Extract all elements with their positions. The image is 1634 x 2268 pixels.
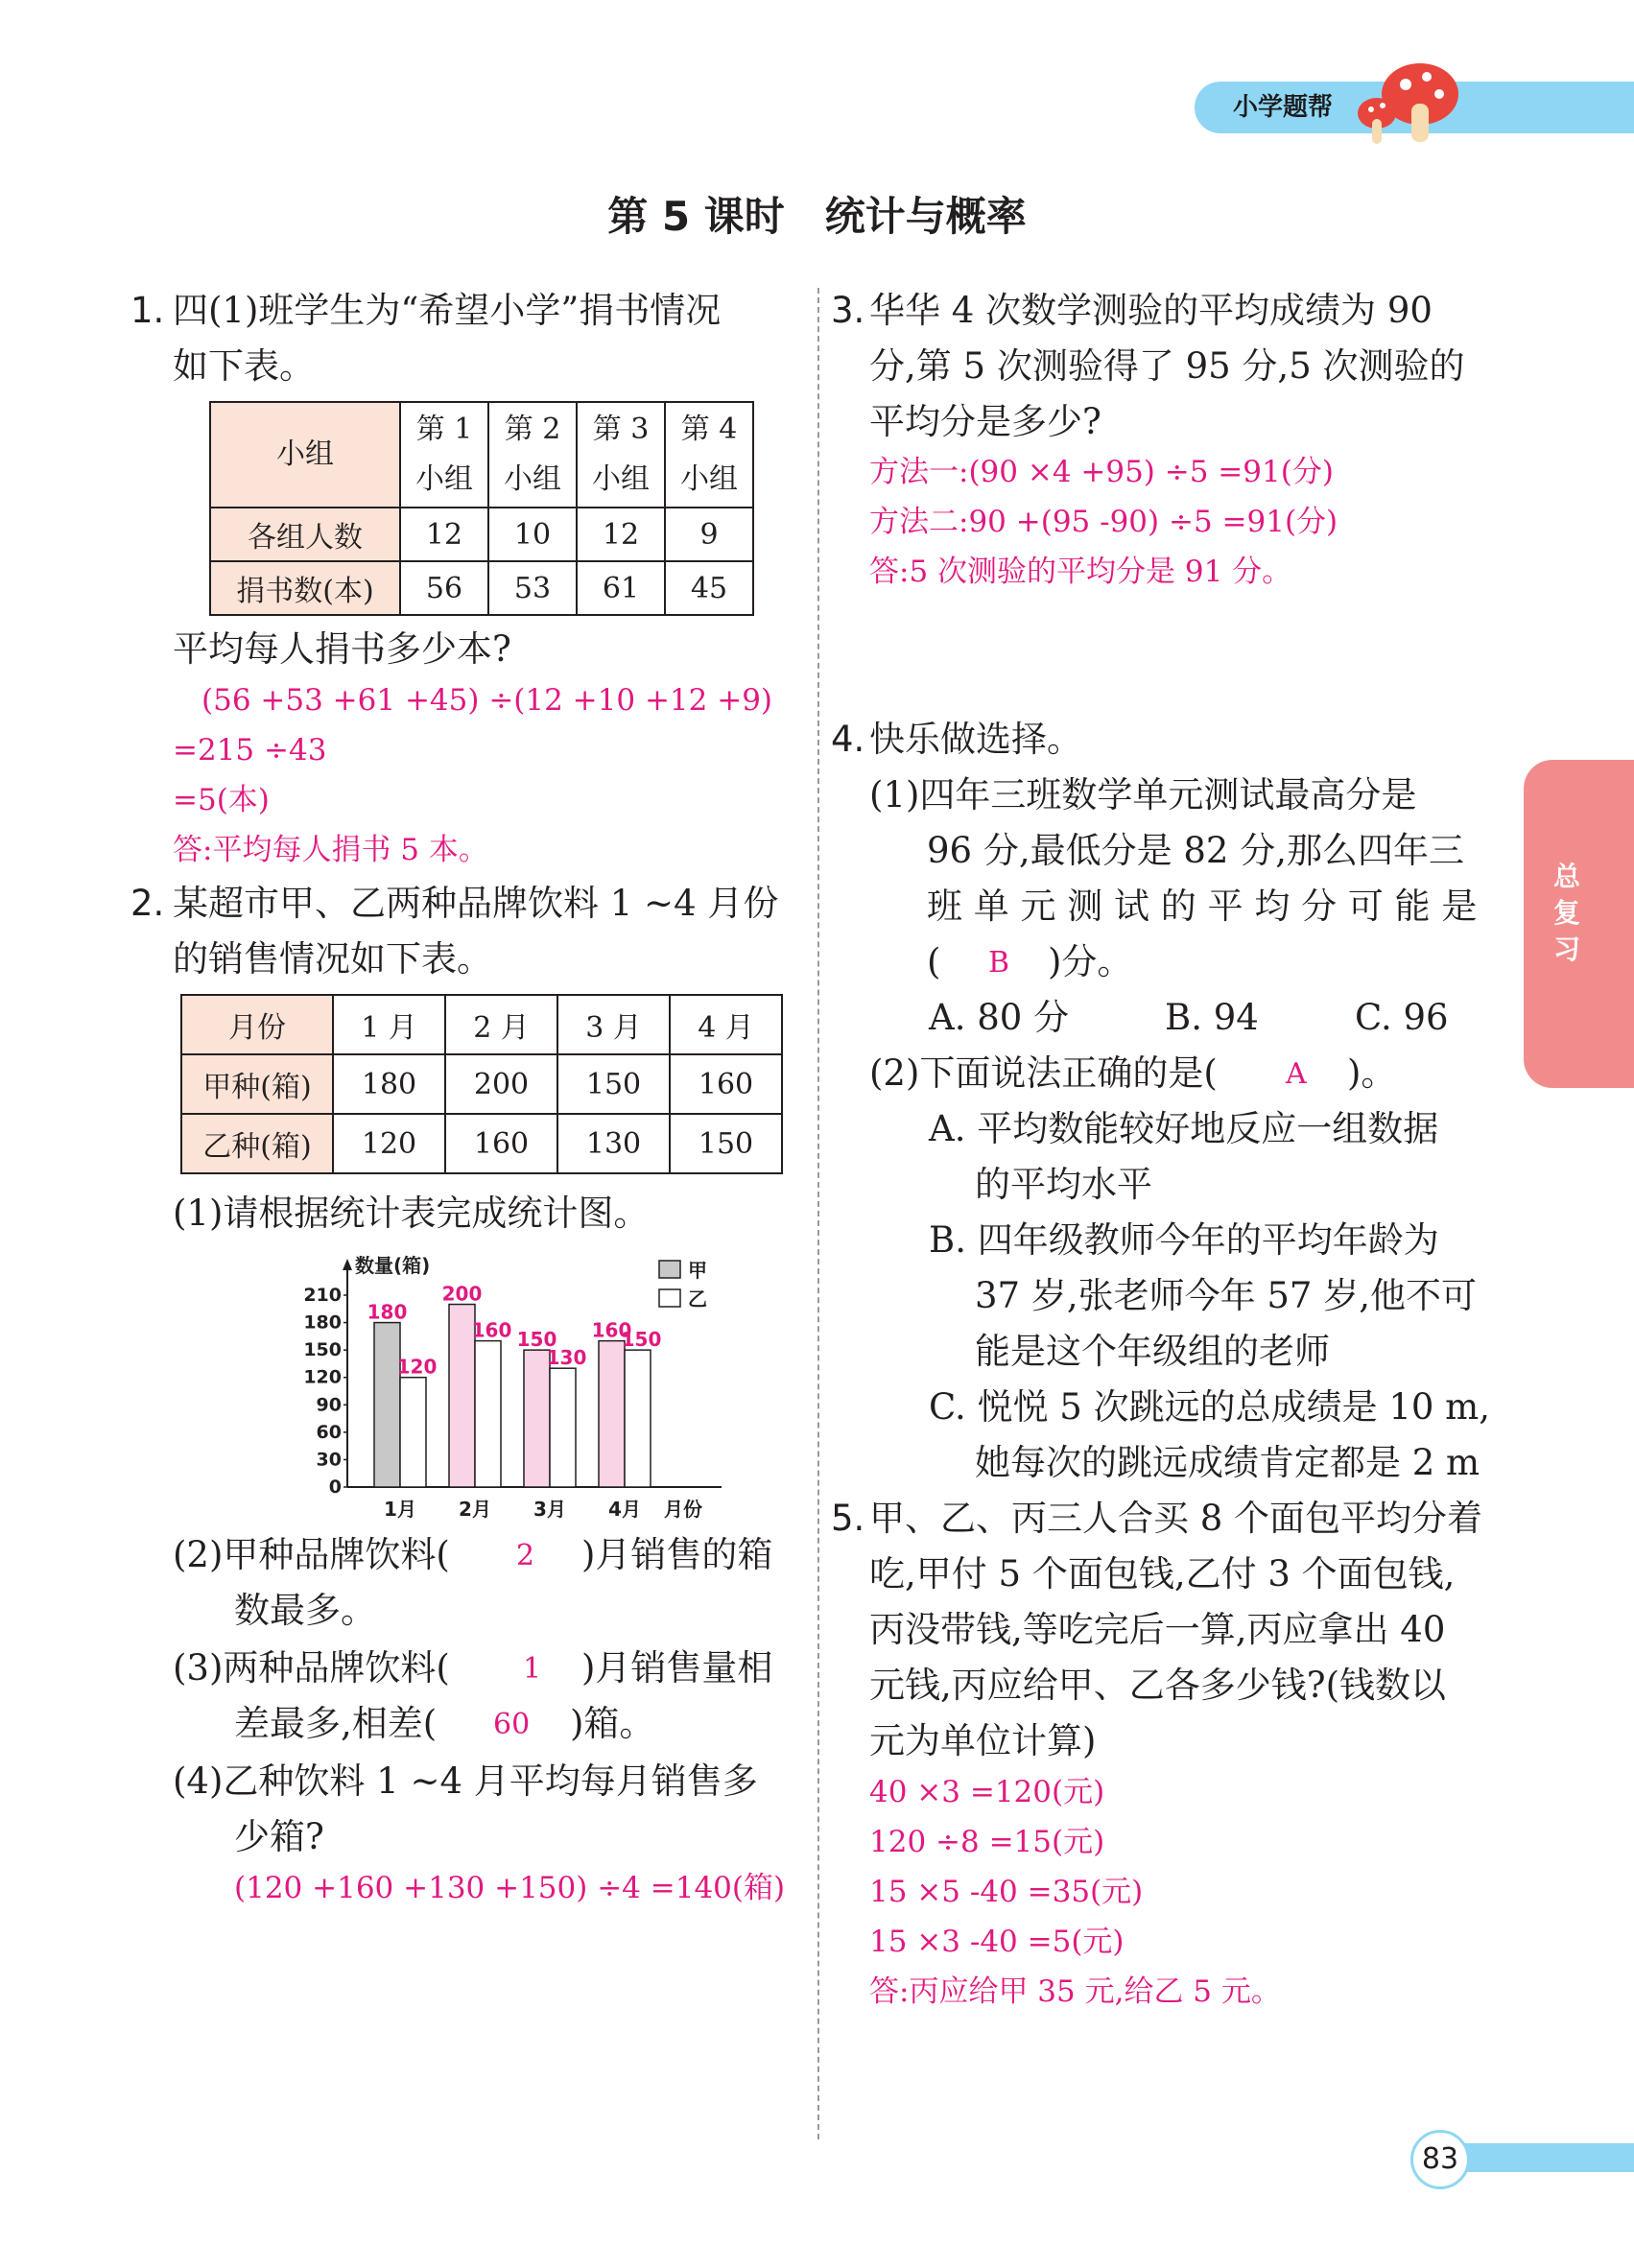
q4-p1-option-b: B. 94 — [1165, 997, 1259, 1038]
q4-p2-option-a: A. 平均数能较好地反应一组数据 — [929, 1108, 1439, 1149]
q1-table-cell: 12 — [400, 508, 488, 561]
q4-title: 快乐做选择。 — [869, 719, 1082, 760]
q2-table-cell: 160 — [670, 1054, 782, 1114]
q2-table-cell: 130 — [557, 1114, 670, 1173]
y-tick-label: 120 — [303, 1366, 342, 1388]
q1-table-cell: 10 — [488, 508, 577, 561]
q2-sub2-a: (2)甲种品牌饮料( — [173, 1534, 450, 1575]
q5-text-line: 甲、乙、丙三人合买 8 个面包平均分着 — [869, 1498, 1483, 1539]
q3-answer-line: 答:5 次测验的平均分是 91 分。 — [869, 555, 1292, 589]
q5-answer-line: 15 ×5 -40 =35(元) — [869, 1875, 1144, 1909]
q5-answer-line: 40 ×3 =120(元) — [869, 1775, 1105, 1809]
q2-table-cell: 150 — [557, 1054, 670, 1114]
q1-text-line2: 如下表。 — [173, 345, 315, 387]
q2-number: 2. — [130, 883, 165, 924]
mushroom-icon — [1348, 56, 1463, 152]
q1-table-group: 第 1 小组 — [400, 402, 488, 508]
q4-p2-option-b-cont: 37 岁,张老师今年 57 岁,他不可 — [975, 1275, 1477, 1316]
bar-value-label: 160 — [591, 1318, 632, 1342]
x-tick-label: 1月 — [384, 1498, 416, 1521]
q2-sub4-b: 少箱? — [234, 1816, 324, 1857]
q1-question: 平均每人捐书多少本? — [173, 628, 511, 670]
x-axis-label: 月份 — [664, 1498, 702, 1521]
q5-answer-line: 120 ÷8 =15(元) — [869, 1825, 1105, 1859]
bar-value-label: 200 — [441, 1282, 483, 1306]
q2-table-cell: 200 — [445, 1054, 557, 1114]
side-tab-char: 总 — [1552, 861, 1580, 892]
q4-p2-option-c-cont: 她每次的跳远成绩肯定都是 2 m — [975, 1442, 1480, 1483]
bar-value-label: 120 — [396, 1355, 438, 1379]
bar — [550, 1368, 576, 1487]
bar-value-label: 160 — [471, 1318, 512, 1342]
bar — [374, 1323, 400, 1487]
q1-table-group: 第 3 小组 — [577, 402, 665, 508]
q2-sub4-a: (4)乙种饮料 1 ~4 月平均每月销售多 — [173, 1760, 758, 1802]
q2-table-cell: 160 — [445, 1114, 557, 1173]
q3-text-line: 分,第 5 次测验得了 95 分,5 次测验的 — [869, 345, 1465, 387]
y-tick-label: 30 — [316, 1449, 342, 1471]
y-tick-label: 150 — [303, 1339, 342, 1361]
bar — [625, 1350, 651, 1487]
q2-table-header: 月份 — [181, 995, 333, 1054]
bar-value-label: 180 — [367, 1300, 408, 1324]
q1-table-cell: 56 — [400, 561, 488, 615]
q2-text-line1: 某超市甲、乙两种品牌饮料 1 ~4 月份 — [173, 883, 779, 924]
q1-table-cell: 53 — [488, 561, 577, 615]
q1-table — [209, 401, 754, 616]
q4-p1-option-c: C. 96 — [1355, 997, 1449, 1038]
q1-table-header: 小组 — [210, 402, 400, 508]
q2-table-header: 4 月 — [670, 995, 782, 1054]
page-number: 83 — [1410, 2130, 1470, 2189]
y-tick-label: 180 — [303, 1311, 342, 1334]
q4-p2-blank: A — [1286, 1057, 1307, 1091]
q2-sub2-blank: 2 — [516, 1539, 535, 1572]
q4-p2-a: (2)下面说法正确的是( — [869, 1052, 1218, 1094]
q1-answer-line: =5(本) — [173, 783, 270, 817]
x-tick-label: 2月 — [459, 1498, 491, 1521]
bar — [400, 1378, 426, 1487]
q1-answer-line: 答:平均每人捐书 5 本。 — [173, 833, 488, 867]
q4-p1-option-a: A. 80 分 — [929, 997, 1070, 1038]
x-tick-label: 4月 — [608, 1498, 641, 1521]
q2-sub4-answer: (120 +160 +130 +150) ÷4 =140(箱) — [234, 1871, 786, 1905]
q1-answer-line: =215 ÷43 — [173, 733, 327, 768]
q1-text-line1: 四(1)班学生为“希望小学”捐书情况 — [173, 290, 722, 331]
q3-answer-line: 方法二:90 +(95 -90) ÷5 =91(分) — [869, 505, 1338, 539]
q2-table-cell: 120 — [333, 1114, 445, 1173]
q5-text-line: 吃,甲付 5 个面包钱,乙付 3 个面包钱, — [869, 1553, 1456, 1595]
q2-sub2-b: )月销售的箱 — [581, 1534, 773, 1575]
q4-p2-b: )。 — [1347, 1052, 1397, 1094]
q4-p1-blank: B — [988, 946, 1010, 980]
q2-table-cell: 150 — [670, 1114, 782, 1173]
q4-p2-option-b-cont: 能是这个年级组的老师 — [975, 1331, 1330, 1372]
y-tick-label: 90 — [316, 1394, 342, 1416]
q5-text-line: 元钱,丙应给甲、乙各多少钱?(钱数以 — [869, 1665, 1447, 1706]
q2-sub3-blank1: 1 — [523, 1652, 542, 1686]
q1-table-header: 各组人数 — [210, 508, 400, 561]
q1-table-group: 第 2 小组 — [488, 402, 577, 508]
q5-text-line: 元为单位计算) — [869, 1720, 1097, 1761]
q2-table-row-label: 甲种(箱) — [181, 1054, 333, 1114]
q1-table-cell: 9 — [665, 508, 753, 561]
column-divider — [817, 288, 819, 2139]
q2-table-cell: 180 — [333, 1054, 445, 1114]
q5-answer-line: 15 ×3 -40 =5(元) — [869, 1925, 1125, 1959]
brand-label: 小学题帮 — [1233, 93, 1334, 122]
q5-answer-line: 答:丙应给甲 35 元,给乙 5 元。 — [869, 1974, 1281, 2009]
side-tab-char: 习 — [1552, 933, 1580, 965]
q1-answer-line: (56 +53 +61 +45) ÷(12 +10 +12 +9) — [201, 683, 773, 718]
y-tick-label: 210 — [303, 1285, 342, 1306]
legend-swatch — [659, 1261, 680, 1278]
q4-p1-line: 96 分,最低分是 82 分,那么四年三 — [927, 830, 1464, 871]
q3-text-line: 平均分是多少? — [869, 401, 1101, 442]
bar-value-label: 150 — [516, 1328, 557, 1352]
legend-label: 乙 — [688, 1288, 707, 1311]
y-axis-arrow — [343, 1259, 352, 1270]
y-tick-label: 0 — [328, 1477, 342, 1498]
q3-answer-line: 方法一:(90 ×4 +95) ÷5 =91(分) — [869, 455, 1334, 489]
bar — [524, 1350, 550, 1487]
q3-text-line: 华华 4 次数学测验的平均成绩为 90 — [869, 290, 1433, 331]
q4-p1-line: (1)四年三班数学单元测试最高分是 — [869, 774, 1417, 815]
legend-swatch — [659, 1289, 680, 1307]
q2-sub2-c: 数最多。 — [234, 1590, 376, 1631]
q2-sub3-a: (3)两种品牌饮料( — [173, 1647, 450, 1689]
chart-legend — [659, 1259, 707, 1311]
q2-sub3-b: )月销售量相 — [581, 1647, 773, 1689]
q5-text-line: 丙没带钱,等吃完后一算,丙应拿出 40 — [869, 1609, 1446, 1650]
q4-number: 4. — [831, 719, 865, 760]
q2-sub3-blank2: 60 — [493, 1708, 531, 1741]
page-title: 第 5 课时 统计与概率 — [607, 193, 1027, 240]
q2-table-header: 3 月 — [557, 995, 670, 1054]
q1-table-group: 第 4 小组 — [665, 402, 753, 508]
side-tab-char: 复 — [1552, 897, 1580, 929]
q2-sub1: (1)请根据统计表完成统计图。 — [173, 1193, 650, 1234]
y-tick-label: 60 — [316, 1421, 342, 1443]
q2-table-header: 2 月 — [445, 995, 557, 1054]
q2-table — [180, 994, 783, 1174]
q2-table-header: 1 月 — [333, 995, 445, 1054]
q1-table-cell: 45 — [665, 561, 753, 615]
q2-table-row-label: 乙种(箱) — [181, 1114, 333, 1173]
bar — [599, 1341, 625, 1487]
q4-p1-line: 班 单 元 测 试 的 平 均 分 可 能 是 — [927, 886, 1478, 927]
q4-p2-option-b: B. 四年级教师今年的平均年龄为 — [929, 1219, 1439, 1261]
q2-bar-chart — [278, 1247, 758, 1535]
q1-table-header: 捐书数(本) — [210, 561, 400, 615]
q4-p2-option-a-cont: 的平均水平 — [975, 1164, 1152, 1205]
q1-number: 1. — [130, 290, 165, 331]
legend-label: 甲 — [688, 1259, 707, 1282]
q5-number: 5. — [831, 1498, 865, 1539]
side-tab-review — [1524, 760, 1634, 1088]
q1-table-cell: 61 — [577, 561, 665, 615]
q2-sub3-c: 差最多,相差( — [234, 1703, 438, 1744]
bar-value-label: 150 — [621, 1328, 662, 1352]
q4-p1-close: )分。 — [1048, 941, 1133, 982]
q1-table-cell: 12 — [577, 508, 665, 561]
bar — [475, 1341, 501, 1487]
q4-p2-option-c: C. 悦悦 5 次跳远的总成绩是 10 m, — [929, 1386, 1491, 1428]
q4-p1-open: ( — [927, 941, 941, 982]
q3-number: 3. — [831, 290, 865, 331]
q2-sub3-d: )箱。 — [570, 1703, 655, 1744]
q2-text-line2: 的销售情况如下表。 — [173, 938, 492, 980]
y-axis-label: 数量(箱) — [355, 1254, 431, 1277]
bar-value-label: 130 — [546, 1346, 587, 1370]
x-tick-label: 3月 — [533, 1498, 566, 1521]
